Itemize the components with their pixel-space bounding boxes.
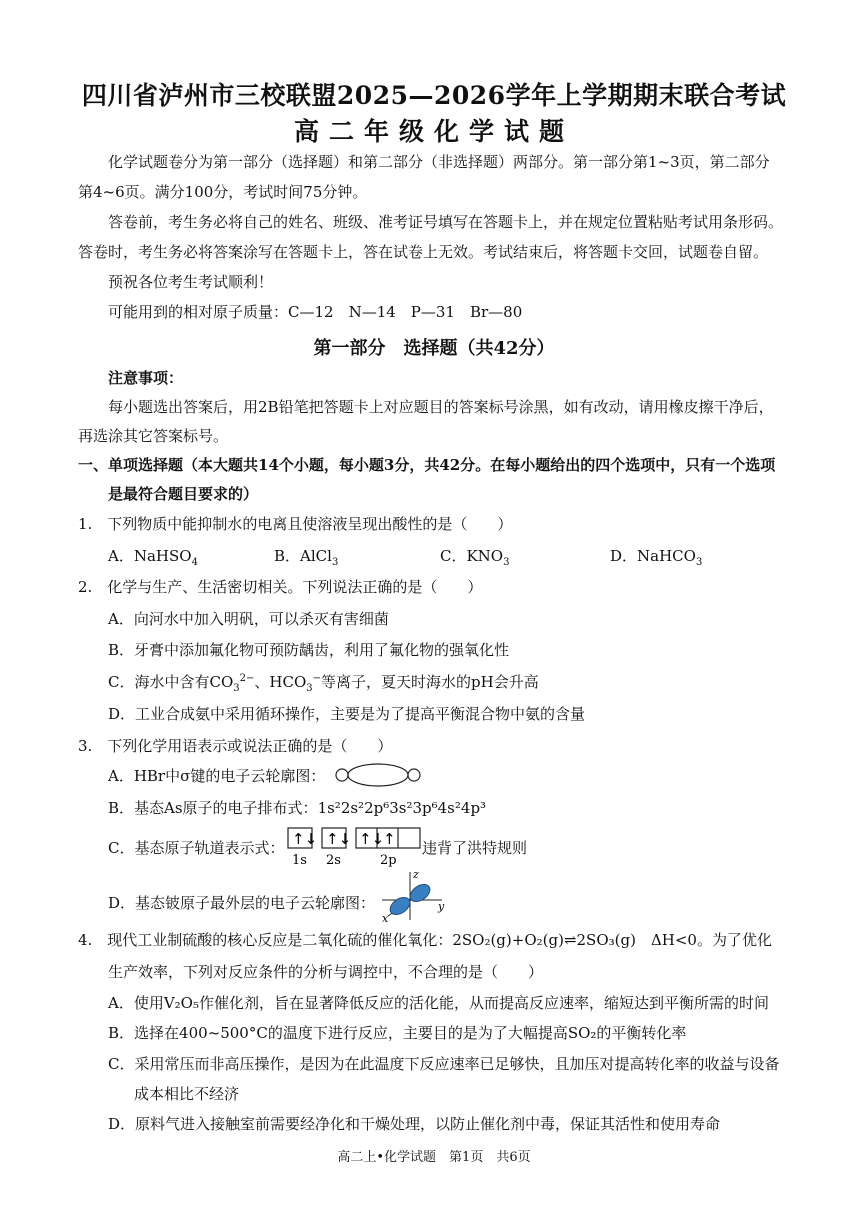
q4-option-a: A．使用V₂O₅作催化剂，旨在显著降低反应的活化能，从而提高反应速率，缩短达到平衡所需的时间 [108,994,769,1012]
exam-title: 四川省泸州市三校联盟2025—2026学年上学期期末联合考试 [81,81,787,110]
notice-line-2: 再选涂其它答案标号。 [78,427,229,445]
axis-y: y [438,900,445,913]
part1-heading: 第一部分 选择题（共42分） [313,338,555,359]
section-line-1: 一、单项选择题（本大题共14个小题，每小题3分，共42分。在每小题给出的四个选项中，只有一个选项 [78,456,776,474]
q4-option-c: C．采用常压而非高压操作，是因为在此温度下反应速率已足够快，且加压对提高转化率的收益与设备 [108,1055,780,1073]
page-footer: 高二上•化学试题 第1页 共6页 [337,1150,531,1165]
q2-option-b: B．牙膏中添加氟化物可预防龋齿，利用了氟化物的强氧化性 [108,641,510,659]
intro-line-5: 预祝各位考生考试顺利！ [108,273,274,291]
q3-option-c: C．基态原子轨道表示式： [108,839,285,857]
q4-stem-line-2: 生产效率，下列对反应条件的分析与调控中，不合理的是（ ） [108,963,544,981]
q4-option-d: D．原料气进入接触室前需要经净化和干燥处理，以防止催化剂中毒，保证其活性和使用寿命 [108,1115,721,1133]
section-line-2: 是最符合题目要求的） [108,485,259,503]
q1-option-a: A．NaHSO$_4$ [108,547,198,568]
atomic-mass-line: 可能用到的相对原子质量：C—12 N—14 P—31 Br—80 [108,303,523,321]
q1-option-c: C．$KNO_3$ [440,547,510,568]
label-2s: 2s [326,853,341,868]
label-2p: 2p [380,853,397,868]
svg-text:↑↓: ↑↓ [292,830,318,848]
intro-line-2: 第4~6页。满分100分，考试时间75分钟。 [78,183,368,201]
q3-stem: 3. 下列化学用语表示或说法正确的是（ ） [78,737,393,755]
svg-text:↑: ↑ [383,830,396,848]
q4-option-c-line-2: 成本相比不经济 [134,1085,240,1103]
intro-line-3: 答卷前，考生务必将自己的姓名、班级、准考证号填写在答题卡上，并在规定位置粘贴考试用条形码。 [108,213,784,231]
beryllium-orbital-figure [372,866,448,924]
q1-option-b: B．AlCl$_3$ [274,547,339,568]
notice-line-1: 每小题选出答案后，用2B铅笔把答题卡上对应题目的答案标号涂黑，如有改动，请用橡皮擦干净后， [108,398,774,416]
q2-option-d: D．工业合成氨中采用循环操作，主要是为了提高平衡混合物中氨的含量 [108,705,586,723]
q2-option-c: C．海水中含有$CO_3^{2-}$、$HCO_3^-$等离子，夏天时海水的pH会升高 [108,673,539,694]
intro-line-4: 答卷时，考生务必将答案涂写在答题卡上，答在试卷上无效。考试结束后，将答题卡交回，试题卷自留。 [78,243,769,261]
q4-option-b: B．选择在400~500°C的温度下进行反应，主要目的是为了大幅提高SO₂的平衡转化率 [108,1024,687,1042]
q4-stem: 4. 现代工业制硫酸的核心反应是二氧化硫的催化氧化：2SO₂(g)+O₂(g)⇌2SO₃(g) ΔH<0。为了优化 [78,931,772,949]
q3-option-a: A．HBr中σ键的电子云轮廓图： [108,767,326,785]
exam-subtitle: 高二年级化学试题 [293,117,574,146]
q1-stem: 1. 下列物质中能抑制水的电离且使溶液呈现出酸性的是（ ） [78,515,513,533]
sigma-bond-orbital-figure [330,760,426,790]
q4-equation: 2SO₂(g)+O₂(g)⇌2SO₃(g) ΔH<0 [452,931,697,949]
q3-option-b: B．基态As原子的电子排布式：1s²2s²2p⁶3s²3p⁶4s²4p³ [108,799,487,817]
q2-stem: 2. 化学与生产、生活密切相关。下列说法正确的是（ ） [78,578,483,596]
q3-option-c-tail: 违背了洪特规则 [422,839,528,857]
notice-label: 注意事项： [108,369,184,387]
axis-z: z [413,868,419,881]
label-1s: 1s [292,853,307,868]
orbital-diagram-figure [286,826,422,868]
q2-option-a: A．向河水中加入明矾，可以杀灭有害细菌 [108,610,389,628]
q3-option-d: D．基态铍原子最外层的电子云轮廓图： [108,894,376,912]
intro-line-1: 化学试题卷分为第一部分（选择题）和第二部分（非选择题）两部分。第一部分第1~3页，第二部分 [108,153,770,171]
svg-text:↑↓: ↑↓ [326,830,352,848]
svg-text:↑↓: ↑↓ [359,830,385,848]
q1-option-d: D．NaHCO$_3$ [610,547,703,568]
axis-x: x [382,912,389,924]
